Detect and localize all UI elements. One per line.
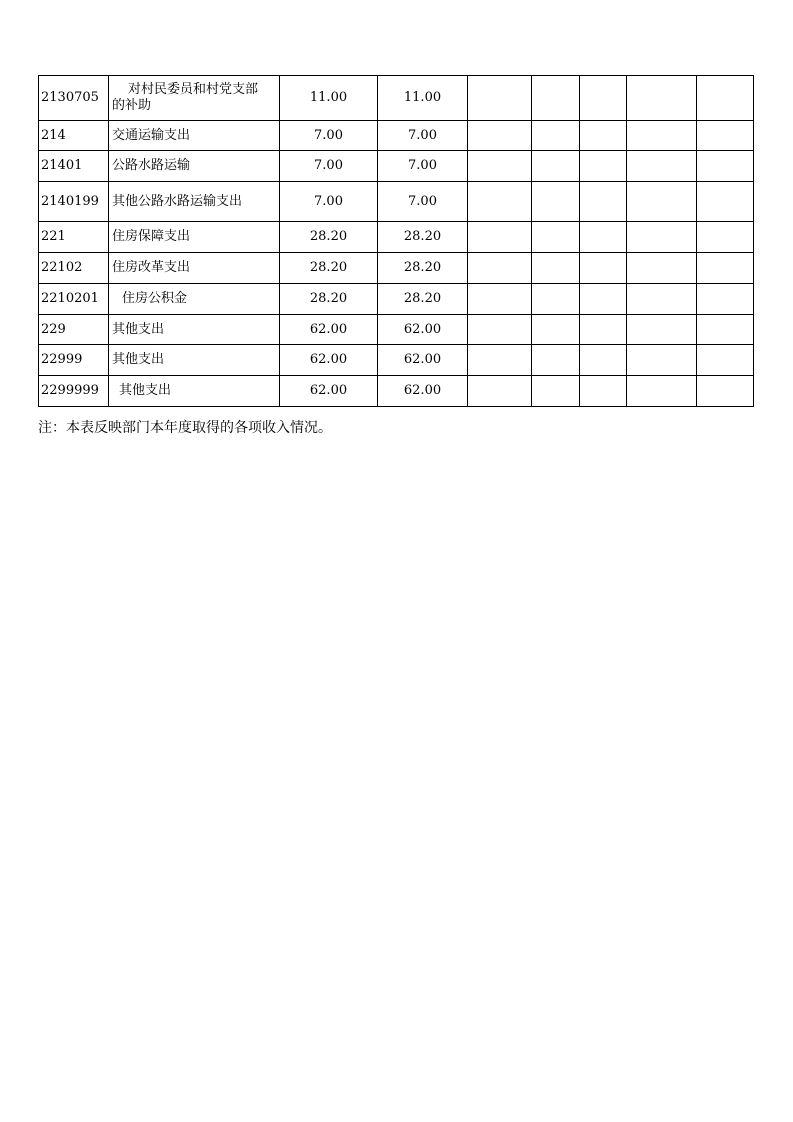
row-total: 7.00 [280, 182, 378, 222]
row-total: 62.00 [280, 345, 378, 376]
table-row [39, 253, 754, 284]
row-total: 28.20 [280, 222, 378, 253]
empty-cell [532, 182, 580, 222]
empty-cell [468, 345, 532, 376]
empty-cell [580, 222, 627, 253]
empty-cell [468, 182, 532, 222]
empty-cell [532, 376, 580, 407]
row-code: 22999 [39, 345, 109, 376]
table-row [39, 376, 754, 407]
empty-cell [697, 222, 754, 253]
row-value: 62.00 [378, 315, 468, 345]
empty-cell [580, 76, 627, 121]
empty-cell [468, 253, 532, 284]
empty-cell [627, 376, 697, 407]
empty-cell [697, 284, 754, 315]
empty-cell [627, 121, 697, 151]
empty-cell [627, 222, 697, 253]
row-value: 11.00 [378, 76, 468, 121]
empty-cell [532, 345, 580, 376]
table-row [39, 315, 754, 345]
row-total: 7.00 [280, 121, 378, 151]
row-code: 214 [39, 121, 109, 151]
empty-cell [580, 121, 627, 151]
row-code: 2299999 [39, 376, 109, 407]
row-name: 其他支出 [109, 376, 280, 407]
table-row [39, 151, 754, 182]
income-table [38, 75, 754, 407]
empty-cell [697, 315, 754, 345]
row-value: 28.20 [378, 222, 468, 253]
row-name: 公路水路运输 [109, 151, 280, 182]
empty-cell [697, 376, 754, 407]
row-value: 7.00 [378, 182, 468, 222]
empty-cell [627, 182, 697, 222]
empty-cell [697, 253, 754, 284]
empty-cell [468, 376, 532, 407]
empty-cell [697, 151, 754, 182]
row-code: 21401 [39, 151, 109, 182]
empty-cell [627, 76, 697, 121]
row-value: 28.20 [378, 253, 468, 284]
row-code: 22102 [39, 253, 109, 284]
empty-cell [580, 315, 627, 345]
row-value: 28.20 [378, 284, 468, 315]
empty-cell [468, 151, 532, 182]
empty-cell [697, 76, 754, 121]
row-code: 229 [39, 315, 109, 345]
table-row [39, 222, 754, 253]
row-code: 2210201 [39, 284, 109, 315]
empty-cell [627, 284, 697, 315]
row-total: 28.20 [280, 284, 378, 315]
row-value: 7.00 [378, 121, 468, 151]
row-total: 28.20 [280, 253, 378, 284]
row-name: 其他公路水路运输支出 [109, 182, 280, 222]
row-name: 其他支出 [109, 315, 280, 345]
row-value: 7.00 [378, 151, 468, 182]
empty-cell [468, 284, 532, 315]
table-row [39, 121, 754, 151]
empty-cell [580, 182, 627, 222]
row-name: 住房改革支出 [109, 253, 280, 284]
empty-cell [697, 121, 754, 151]
empty-cell [468, 76, 532, 121]
empty-cell [580, 284, 627, 315]
row-code: 2130705 [39, 76, 109, 121]
row-value: 62.00 [378, 345, 468, 376]
empty-cell [532, 284, 580, 315]
empty-cell [532, 76, 580, 121]
row-total: 7.00 [280, 151, 378, 182]
row-value: 62.00 [378, 376, 468, 407]
table-row [39, 76, 754, 121]
empty-cell [580, 376, 627, 407]
empty-cell [627, 253, 697, 284]
empty-cell [580, 345, 627, 376]
empty-cell [468, 222, 532, 253]
row-total: 62.00 [280, 315, 378, 345]
empty-cell [532, 151, 580, 182]
row-total: 62.00 [280, 376, 378, 407]
row-name-line1: 对村民委员和村党支部 [128, 82, 259, 97]
empty-cell [468, 121, 532, 151]
empty-cell [627, 151, 697, 182]
empty-cell [532, 121, 580, 151]
row-code: 221 [39, 222, 109, 253]
row-code: 2140199 [39, 182, 109, 222]
empty-cell [627, 345, 697, 376]
row-total: 11.00 [280, 76, 378, 121]
row-name: 住房公积金 [109, 284, 280, 315]
row-name-line2: 的补助 [112, 98, 152, 113]
row-name [109, 76, 280, 121]
table-footnote: 注：本表反映部门本年度取得的各项收入情况。 [38, 420, 332, 436]
empty-cell [532, 315, 580, 345]
table-row [39, 345, 754, 376]
empty-cell [532, 253, 580, 284]
empty-cell [580, 253, 627, 284]
table-row [39, 182, 754, 222]
empty-cell [697, 345, 754, 376]
row-name: 其他支出 [109, 345, 280, 376]
empty-cell [468, 315, 532, 345]
empty-cell [627, 315, 697, 345]
row-name: 住房保障支出 [109, 222, 280, 253]
empty-cell [697, 182, 754, 222]
row-name: 交通运输支出 [109, 121, 280, 151]
empty-cell [532, 222, 580, 253]
table-row [39, 284, 754, 315]
empty-cell [580, 151, 627, 182]
